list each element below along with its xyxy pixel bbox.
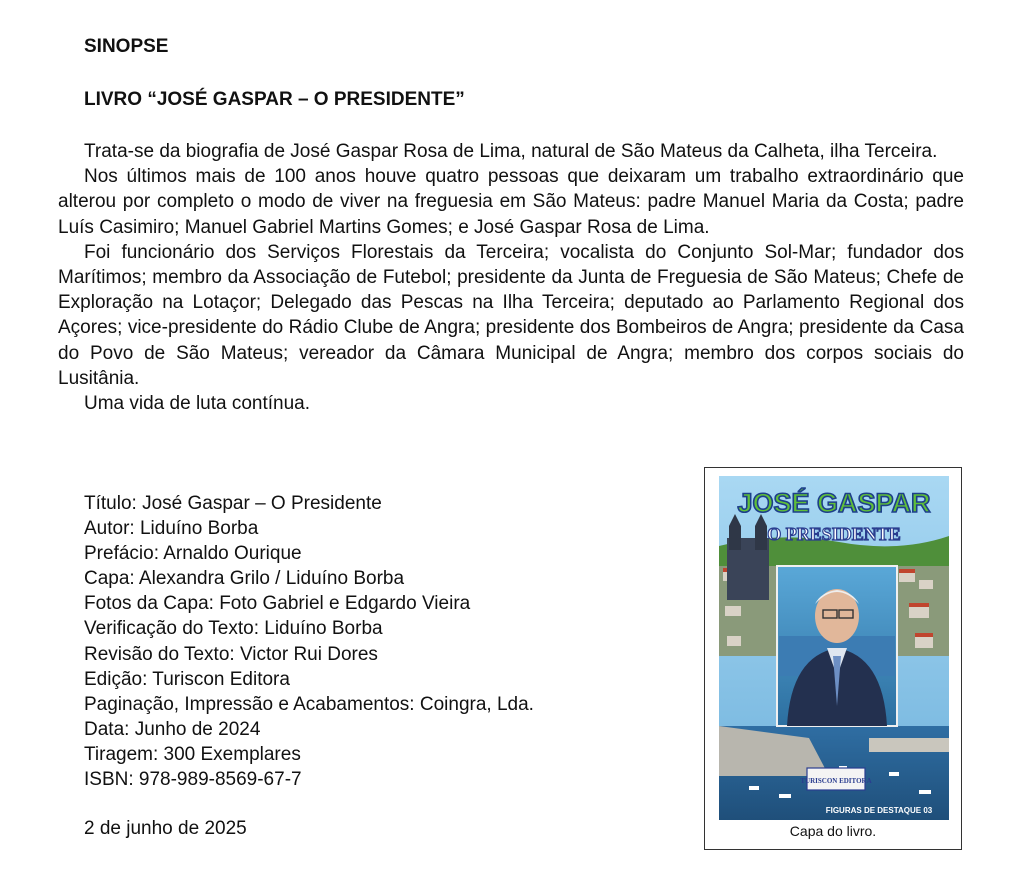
detail-author: Autor: Liduíno Borba xyxy=(84,518,259,540)
paragraph-four-people: Nos últimos mais de 100 anos houve quatro pessoas que deixaram um trabalho extraordinário que alterou por completo o modo de viver na freguesia em São Mateus: padre Manuel Maria da Costa; padre Luís Casimiro; Manuel Gabriel Martins Gomes; e José Gaspar Rosa de Lima. xyxy=(58,166,964,238)
section-heading: SINOPSE xyxy=(84,36,169,57)
cover-series-label: FIGURAS DE DESTAQUE 03 xyxy=(825,806,933,815)
detail-printing: Paginação, Impressão e Acabamentos: Coingra, Lda. xyxy=(84,693,534,715)
detail-text-verification: Verificação do Texto: Liduíno Borba xyxy=(84,618,383,640)
detail-isbn: ISBN: 978-989-8569-67-7 xyxy=(84,769,302,791)
paragraph-closing: Uma vida de luta contínua. xyxy=(84,393,311,415)
cover-title-line1: JOSÉ GASPAR xyxy=(737,488,931,518)
detail-cover: Capa: Alexandra Grilo / Liduíno Borba xyxy=(84,568,405,590)
book-details-list xyxy=(84,491,534,792)
detail-print-run: Tiragem: 300 Exemplares xyxy=(84,743,301,765)
figure-caption: Capa do livro. xyxy=(789,823,877,839)
detail-edition: Edição: Turiscon Editora xyxy=(84,668,290,690)
detail-cover-photos: Fotos da Capa: Foto Gabriel e Edgardo Vieira xyxy=(84,593,471,615)
cover-title-line2: O PRESIDENTE xyxy=(767,524,901,544)
paragraph-intro: Trata-se da biografia de José Gaspar Rosa de Lima, natural de São Mateus da Calheta, ilha Terceira. xyxy=(84,141,938,162)
detail-date: Data: Junho de 2024 xyxy=(84,718,261,740)
synopsis-text xyxy=(58,139,964,416)
detail-title: Título: José Gaspar – O Presidente xyxy=(84,493,382,514)
book-cover-image xyxy=(719,476,949,820)
book-title-heading: LIVRO “JOSÉ GASPAR – O PRESIDENTE” xyxy=(84,89,465,110)
cover-publisher-logo: TURISCON EDITORA xyxy=(800,777,872,785)
paragraph-career: Foi funcionário dos Serviços Florestais da Terceira; vocalista do Conjunto Sol-Mar; fundador dos Marítimos; membro da Associação de Futebol; presidente da Junta de Freguesia de São Mateus; Chefe de Exploração na Lotaçor; Delegado das Pescas na Ilha Terceira; deputado ao Parlamento Regional dos Açores; vice-presidente do Rádio Clube de Angra; presidente dos Bombeiros de Angra; presidente da Casa do Povo de São Mateus; vereador da Câmara Municipal de Angra; membro dos corpos sociais do Lusitânia. xyxy=(58,241,964,389)
detail-text-revision: Revisão do Texto: Victor Rui Dores xyxy=(84,643,378,665)
article-date: 2 de junho de 2025 xyxy=(84,818,247,839)
detail-preface: Prefácio: Arnaldo Ourique xyxy=(84,543,302,565)
book-cover-figure xyxy=(704,467,962,850)
